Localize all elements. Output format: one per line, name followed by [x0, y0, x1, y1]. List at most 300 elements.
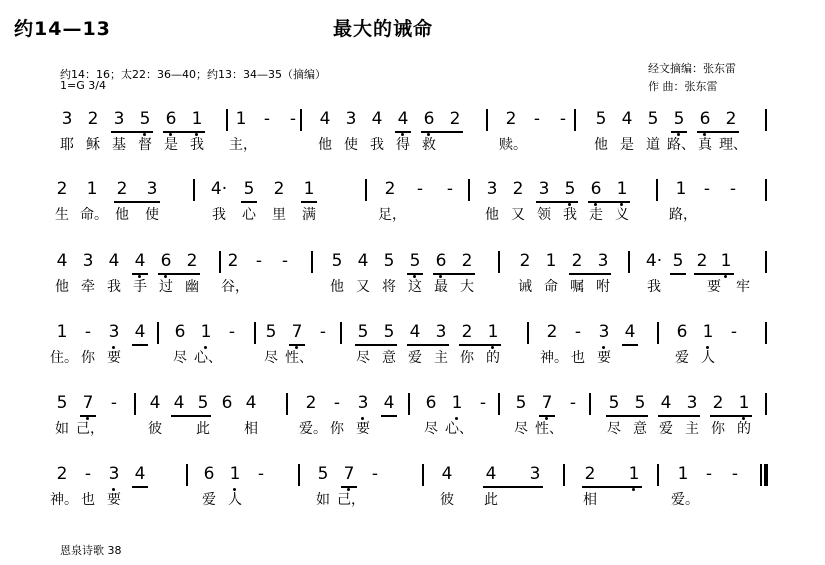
note: - [84, 464, 92, 484]
lyric: 意 [382, 350, 396, 366]
lyric: 路、 [667, 137, 695, 153]
score-row-4 [0, 321, 825, 401]
lyric: 我 [107, 279, 121, 295]
lyric: 主， [229, 137, 257, 153]
note: 4 [134, 322, 146, 342]
beam-underline [341, 486, 357, 488]
lyric: 神。 [540, 350, 568, 366]
note: 4 [245, 393, 257, 413]
note: 5 [265, 322, 277, 342]
lyric: 爱 [659, 421, 673, 437]
note: - [479, 393, 487, 413]
lyric: 他 [55, 279, 69, 295]
bar-line [408, 393, 410, 415]
lyric: 这 [408, 279, 422, 295]
lyric: 领 [537, 207, 551, 223]
beam-underline [132, 273, 148, 275]
note: - [731, 464, 739, 484]
lyric: 里 [272, 207, 286, 223]
lyric: 将 [382, 279, 396, 295]
beam-underline [670, 273, 686, 275]
note: 5 [666, 108, 692, 138]
note: 2 [449, 109, 461, 129]
note: 2 [273, 179, 285, 199]
lyric: 彼 [440, 492, 454, 508]
note: 6 [158, 108, 184, 138]
note: 2 [56, 464, 68, 484]
note: 3 [529, 464, 541, 484]
note: 5 [132, 108, 158, 138]
bar-line [300, 109, 302, 131]
beam-underline [710, 415, 752, 417]
lyric: 足， [378, 207, 406, 223]
note: 5 [515, 393, 527, 413]
lyric: 他 [115, 207, 129, 223]
beam-underline [289, 344, 305, 346]
lyric: 尽 [173, 350, 187, 366]
lyric: 大 [460, 279, 474, 295]
key-signature: 1=G 3/4 [60, 79, 106, 92]
lyric: 如 [316, 492, 330, 508]
note: - [569, 393, 577, 413]
note: 4 [108, 251, 120, 271]
lyric: 相 [583, 492, 597, 508]
beam-underline [301, 201, 317, 203]
scripture-source: 约14：16；太22：36—40；约13：34—35（摘编） [60, 68, 326, 81]
lyric: 神。 [50, 492, 78, 508]
note: 5 [595, 109, 607, 129]
beam-underline [407, 273, 423, 275]
lyric: 我 [212, 207, 226, 223]
note: 5 [608, 393, 620, 413]
lyric: 生 [55, 207, 69, 223]
note: 1 [303, 179, 315, 199]
lyric: 此 [196, 421, 210, 437]
lyric: 他 [330, 279, 344, 295]
lyric: 此 [484, 492, 498, 508]
bar-line [657, 464, 659, 486]
lyric: 理、 [719, 137, 747, 153]
bar-line [286, 393, 288, 415]
lyric: 住。 [50, 350, 78, 366]
lyric: 你 [81, 350, 95, 366]
note: 2 [461, 322, 473, 342]
note: 6 [153, 250, 179, 280]
note: 1 [675, 179, 687, 199]
note: 5 [672, 251, 684, 271]
lyric: 道 [646, 137, 660, 153]
lyric: 性、 [535, 421, 563, 437]
octave-dot [632, 488, 635, 491]
note: 4 [134, 464, 146, 484]
lyric: 路， [669, 207, 697, 223]
bar-line [134, 393, 136, 415]
note: 3 [82, 251, 94, 271]
lyric: 嘱 [570, 279, 584, 295]
score-row-3 [0, 250, 825, 330]
note: - [446, 179, 454, 199]
beam-underline [241, 201, 257, 203]
note: - [289, 109, 297, 129]
bar-line [574, 109, 576, 131]
lyric: 主 [434, 350, 448, 366]
lyric: 相 [244, 421, 258, 437]
beam-underline [588, 201, 630, 203]
note: - [559, 109, 567, 129]
note: 4 [621, 109, 633, 129]
note: 2 [305, 393, 317, 413]
note: 3 [350, 392, 376, 422]
lyric: 人 [228, 492, 242, 508]
note: 1 [677, 464, 689, 484]
note: - [730, 322, 738, 342]
lyric: 也 [571, 350, 585, 366]
note: 3 [435, 322, 447, 342]
lyric: 心、 [194, 350, 222, 366]
lyric: 我 [647, 279, 661, 295]
bar-line [186, 464, 188, 486]
lyric: 耶 [60, 137, 74, 153]
note: 5 [383, 251, 395, 271]
bar-line [589, 393, 591, 415]
beam-underline [158, 273, 200, 275]
note: 6 [221, 393, 233, 413]
beam-underline [569, 273, 611, 275]
note: - [333, 393, 341, 413]
beam-underline [80, 415, 96, 417]
bar-line [656, 179, 658, 201]
beam-underline [132, 486, 148, 488]
note: 2 [546, 322, 558, 342]
note: 2 [505, 109, 517, 129]
lyric: 要 [107, 492, 121, 508]
lyric: 我 [370, 137, 384, 153]
note: 4 [383, 393, 395, 413]
note: 2 [519, 251, 531, 271]
lyric: 要 [107, 350, 121, 366]
bar-line [219, 251, 221, 273]
lyric: 我 [563, 207, 577, 223]
note: 4 [441, 464, 453, 484]
note: - [703, 179, 711, 199]
bar-line [765, 322, 767, 344]
beam-underline [421, 131, 463, 133]
note: 4 [371, 109, 383, 129]
note: 7 [336, 463, 362, 493]
note: 1 [444, 392, 470, 422]
lyric: 得 [396, 137, 410, 153]
score-row-2 [0, 178, 825, 258]
note: 5 [383, 322, 395, 342]
note: - [533, 109, 541, 129]
beam-underline [395, 131, 411, 133]
beam-underline [483, 486, 543, 488]
lyric: 是 [164, 137, 178, 153]
beam-underline [697, 131, 739, 133]
note: 4 [409, 322, 421, 342]
note: 3 [146, 179, 158, 199]
lyric: 又 [356, 279, 370, 295]
bar-line [298, 464, 300, 486]
note: 1 [621, 463, 647, 493]
note: 3 [486, 179, 498, 199]
note: 5 [197, 393, 209, 413]
beam-underline [582, 486, 642, 488]
note: 2 [571, 251, 583, 271]
note: 6 [203, 464, 215, 484]
note: 1 [609, 178, 635, 208]
beam-underline [622, 344, 638, 346]
lyric: 爱。 [671, 492, 699, 508]
note: 6 [425, 393, 437, 413]
note: 6 [428, 250, 454, 280]
bar-line [193, 179, 195, 201]
note: 5 [56, 393, 68, 413]
lyric: 如 [55, 421, 69, 437]
score-row-5 [0, 392, 825, 472]
beam-underline [433, 273, 475, 275]
lyric: 使 [145, 207, 159, 223]
bar-line [311, 251, 313, 273]
final-bar-thin [760, 464, 762, 486]
beam-underline [459, 344, 501, 346]
song-title: 最大的诫命 [333, 18, 434, 40]
note: 4 [485, 464, 497, 484]
note: 1 [56, 322, 68, 342]
note: 3 [597, 251, 609, 271]
lyric: 爱 [202, 492, 216, 508]
note: - [371, 464, 379, 484]
note: 1 [235, 109, 247, 129]
note: - [255, 251, 263, 271]
note: 5 [357, 322, 369, 342]
bar-line [157, 322, 159, 344]
bar-line [628, 251, 630, 273]
note: 7 [284, 321, 310, 351]
lyric: 要 [597, 350, 611, 366]
note: 4 [660, 393, 672, 413]
lyric: 尽 [264, 350, 278, 366]
lyric: 稣 [86, 137, 100, 153]
beam-underline [114, 201, 160, 203]
note: 4 [390, 108, 416, 138]
note: 5 [331, 251, 343, 271]
scripture-reference: 约14—13 [14, 18, 111, 40]
lyric: 己， [76, 421, 104, 437]
note: 7 [534, 392, 560, 422]
bar-line [765, 393, 767, 415]
lyric: 爱 [408, 350, 422, 366]
bar-line [226, 109, 228, 131]
lyric: 手 [133, 279, 147, 295]
note: 6 [416, 108, 442, 138]
note: 6 [174, 322, 186, 342]
lyric: 牵 [81, 279, 95, 295]
lyric: 心 [242, 207, 256, 223]
bar-line [498, 393, 500, 415]
lyric: 走 [589, 207, 603, 223]
lyric: 你 [711, 421, 725, 437]
note: 1 [193, 321, 219, 351]
lyric: 命。 [80, 207, 108, 223]
note: 3 [538, 179, 550, 199]
note: 3 [101, 321, 127, 351]
lyric: 他 [594, 137, 608, 153]
lyric: 满 [302, 207, 316, 223]
note: - [319, 322, 327, 342]
bar-line [468, 179, 470, 201]
score-row-6 [0, 463, 825, 543]
bar-line [657, 322, 659, 344]
note: 2 [512, 179, 524, 199]
lyric: 基 [112, 137, 126, 153]
note: 4 [357, 251, 369, 271]
lyric: 要 [707, 279, 721, 295]
lyric: 也 [81, 492, 95, 508]
note: 4 [624, 322, 636, 342]
lyric: 他 [318, 137, 332, 153]
lyric: 命 [544, 279, 558, 295]
note: 3 [101, 463, 127, 493]
note: 5 [243, 179, 255, 199]
note: 6 [676, 322, 688, 342]
lyric: 的 [737, 421, 751, 437]
note: 4· [645, 251, 663, 271]
lyric: 你 [330, 421, 344, 437]
lyric: 你 [460, 350, 474, 366]
note: 3 [113, 109, 125, 129]
lyric: 彼 [148, 421, 162, 437]
lyric: 谷， [221, 279, 249, 295]
note: 3 [591, 321, 617, 351]
note: 4 [319, 109, 331, 129]
lyric: 救 [422, 137, 436, 153]
lyric: 幽 [185, 279, 199, 295]
beam-underline [132, 344, 148, 346]
beam-underline [111, 131, 153, 133]
note: 2 [227, 251, 239, 271]
lyric: 尽 [514, 421, 528, 437]
lyric: 己， [337, 492, 365, 508]
note: 5 [634, 393, 646, 413]
lyric: 尽 [356, 350, 370, 366]
note: 2 [116, 179, 128, 199]
note: - [416, 179, 424, 199]
bar-line [422, 464, 424, 486]
bar-line [340, 322, 342, 344]
note: 1 [86, 179, 98, 199]
beam-underline [539, 415, 555, 417]
note: 4 [149, 393, 161, 413]
beam-underline [355, 344, 397, 346]
bar-line [765, 109, 767, 131]
lyric: 咐 [596, 279, 610, 295]
note: 1 [695, 321, 721, 351]
lyric: 牢 [736, 279, 750, 295]
bar-line [527, 322, 529, 344]
lyric: 诫 [518, 279, 532, 295]
lyric: 爱 [675, 350, 689, 366]
lyric: 爱。 [299, 421, 327, 437]
note: 6 [692, 108, 718, 138]
note: 6 [583, 178, 609, 208]
lyric: 过 [159, 279, 173, 295]
beam-underline [171, 415, 211, 417]
note: 5 [402, 250, 428, 280]
lyric: 尽 [607, 421, 621, 437]
final-bar-thick [764, 464, 768, 486]
footer-source: 恩泉诗歌 38 [60, 544, 122, 557]
note: 3 [61, 109, 73, 129]
beam-underline [658, 415, 700, 417]
beam-underline [606, 415, 648, 417]
lyric: 主 [685, 421, 699, 437]
note: - [705, 464, 713, 484]
note: 2 [186, 251, 198, 271]
note: 1 [545, 251, 557, 271]
lyric: 最 [434, 279, 448, 295]
note: 5 [557, 178, 583, 208]
beam-underline [671, 131, 687, 133]
bar-line [365, 179, 367, 201]
note: 2 [584, 464, 596, 484]
note: 7 [75, 392, 101, 422]
lyric: 真 [698, 137, 712, 153]
note: - [729, 179, 737, 199]
beam-underline [381, 415, 397, 417]
arranger-credit: 经文摘编：张东雷 [648, 62, 736, 75]
composer-credit: 作 曲：张东雷 [648, 80, 718, 93]
note: 2 [696, 251, 708, 271]
lyric: 性、 [285, 350, 313, 366]
note: 3 [686, 393, 698, 413]
note: 4 [173, 393, 185, 413]
note: 1 [731, 392, 757, 422]
note: 5 [317, 464, 329, 484]
note: 4 [127, 250, 153, 280]
bar-line [765, 179, 767, 201]
note: 1 [713, 250, 739, 280]
lyric: 我 [190, 137, 204, 153]
beam-underline [163, 131, 205, 133]
bar-line [765, 251, 767, 273]
note: 2 [725, 109, 737, 129]
bar-line [498, 251, 500, 273]
note: - [257, 464, 265, 484]
note: 1 [480, 321, 506, 351]
note: 1 [184, 108, 210, 138]
note: 4· [210, 179, 228, 199]
lyric: 心、 [445, 421, 473, 437]
lyric: 人 [701, 350, 715, 366]
note: - [228, 322, 236, 342]
lyric: 意 [633, 421, 647, 437]
note: 2 [712, 393, 724, 413]
note: - [574, 322, 582, 342]
bar-line [563, 464, 565, 486]
lyric: 赎。 [499, 137, 527, 153]
bar-line [486, 109, 488, 131]
beam-underline [407, 344, 449, 346]
note: 2 [56, 179, 68, 199]
note: - [84, 322, 92, 342]
note: 2 [461, 251, 473, 271]
lyric: 他 [485, 207, 499, 223]
note: 3 [345, 109, 357, 129]
lyric: 要 [356, 421, 370, 437]
lyric: 使 [344, 137, 358, 153]
beam-underline [694, 273, 734, 275]
